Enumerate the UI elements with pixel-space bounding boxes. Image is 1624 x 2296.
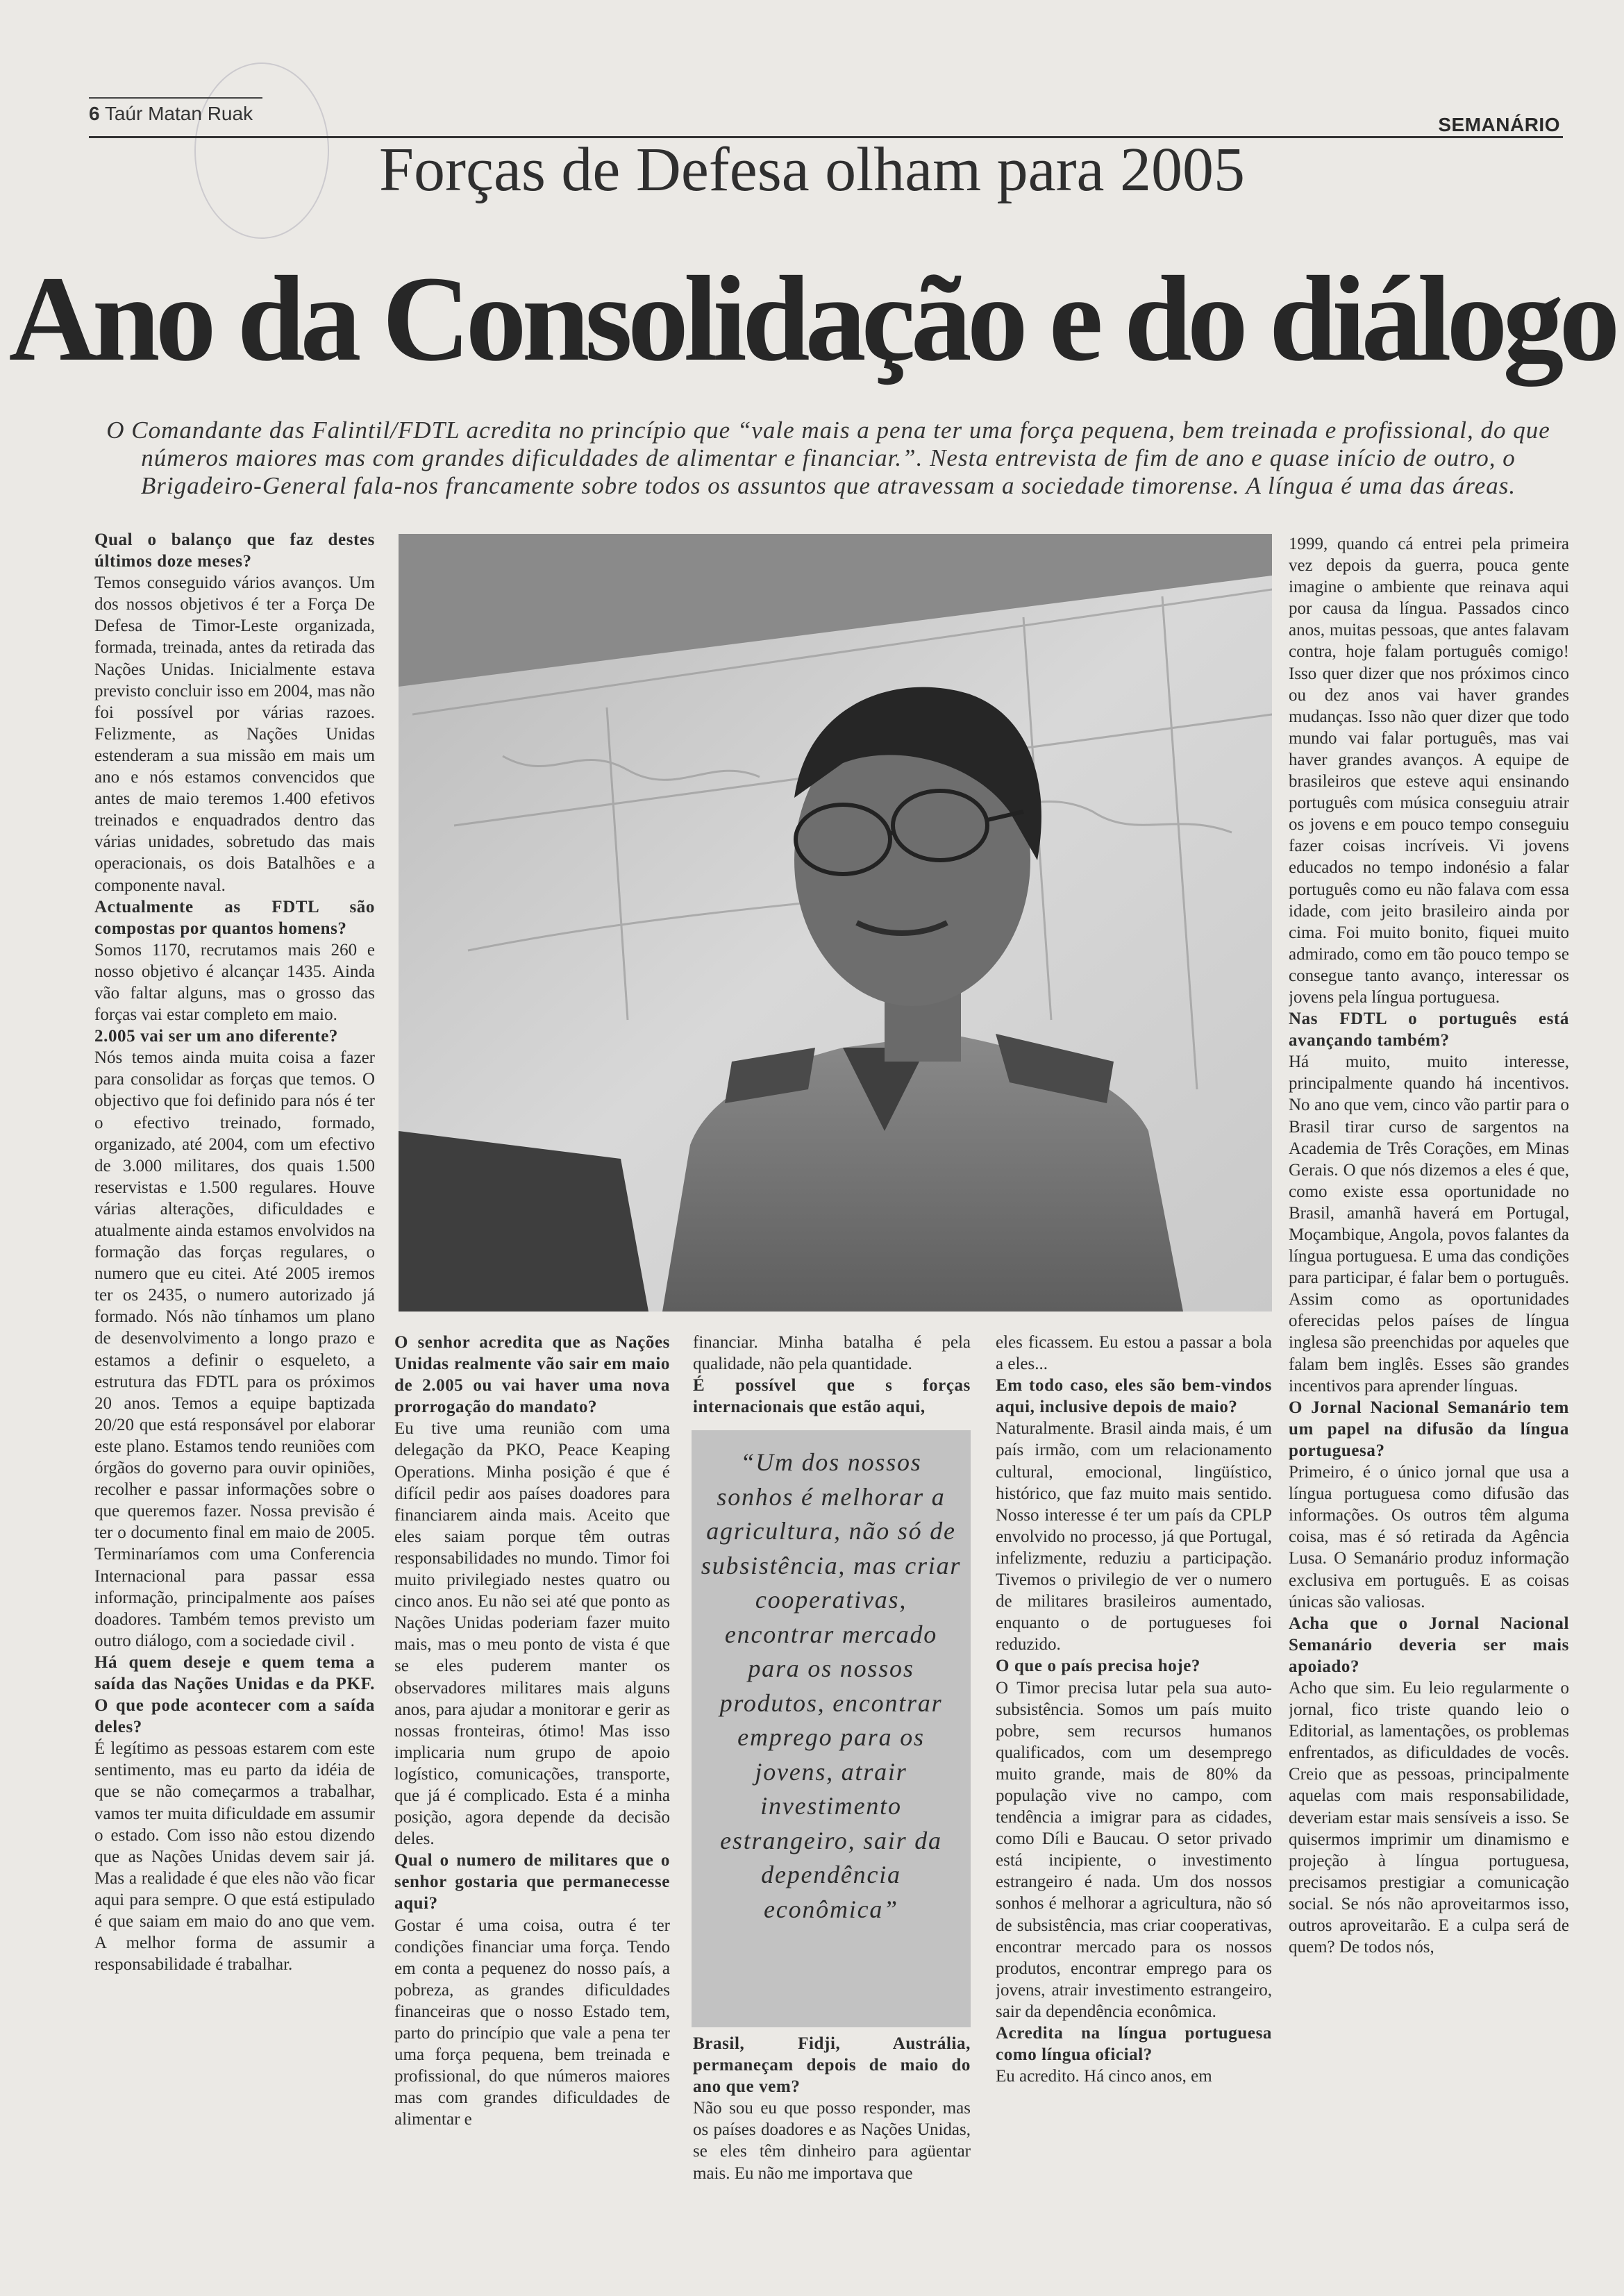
interview-question: Há quem deseje e quem tema a saída das Nações Unidas e da PKF. O que pode acontecer com a saída deles? <box>94 1652 375 1737</box>
interview-answer: 1999, quando cá entrei pela primeira vez depois da guerra, pouca gente imagine o ambiente que reinava aqui por causa da língua. Passados cinco anos, muitas pessoas, que antes falavam contra, hoje falam português comigo! Isso quer dizer que nos próximos cinco ou dez anos vai haver grandes mudanças. Isso não quer dizer que todo mundo vai falar português, mas vai haver grandes avanços. A equipe de brasileiros que esteve aqui ensinando português com música conseguiu atrair os jovens e em pouco tempo conseguiu fazer coisas incríveis. Vi jovens educados no tempo indonésio a falar português como eu não falava com essa idade, com jeito brasileiro ainda por cima. Foi muito bonito, fiquei muito admirado, como em tão pouco tempo se consegue tanto avanço, interessar os jovens pela língua portuguesa. <box>1289 535 1569 1007</box>
article-column-1 <box>94 529 375 2258</box>
interview-answer: Não sou eu que posso responder, mas os países doadores e as Nações Unidas, se eles têm dinheiro para agüentar mais. Eu não me importava que <box>693 2099 971 2183</box>
interview-answer: financiar. Minha batalha é pela qualidade, não pela quantidade. <box>693 1333 971 1374</box>
interview-question: O senhor acredita que as Nações Unidas realmente vão sair em maio de 2.005 ou vai haver uma nova prorrogação do mandato? <box>394 1333 670 1417</box>
interview-answer: O Timor precisa lutar pela sua auto-subsistência. Somos um país muito pobre, sem recursos humanos qualificados, com um desemprego muito grande, mais de 80% da população vive no campo, com tendência a imigrar para as cidades, como Díli e Baucau. O setor privado está incipiente, o investimento estrangeiro é nada. Um dos nossos sonhos é melhorar a agricultura, não só de subsistência, mas criar cooperativas, encontrar mercado para os nossos produtos, encontrar emprego para os jovens, atrair investimento estrangeiro, sair da dependência econômica. <box>996 1678 1272 2021</box>
interview-question: É possível que s forças internacionais que estão aqui, <box>693 1376 971 1417</box>
interview-answer: Naturalmente. Brasil ainda mais, é um país irmão, com um relacionamento cultural, emocional, lingüístico, histórico, que faz muito mais sentido. Nosso interesse é ter um país da CPLP envolvido no processo, já que Portugal, infelizmente, reduziu a participação. Tivemos o privilegio de ver o numero de militares brasileiros aumentado, enquanto o de portugueses foi reduzido. <box>996 1419 1272 1654</box>
article-column-5 <box>1289 533 1569 2213</box>
interview-question: Qual o numero de militares que o senhor gostaria que permanecesse aqui? <box>394 1851 670 1913</box>
interview-question: 2.005 vai ser um ano diferente? <box>94 1027 338 1046</box>
main-headline: Ano da Consolidação e do diálogo <box>8 251 1616 387</box>
column-3-bottom <box>693 2033 971 2184</box>
interview-question: Qual o balanço que faz destes últimos doze meses? <box>94 530 375 571</box>
article-column-4 <box>996 1332 1272 2209</box>
lede-paragraph: O Comandante das Falintil/FDTL acredita no princípio que “vale mais a pena ter uma força pequena, bem treinada e profissional, do que números maiores mas com grandes dificuldades de alimentar e financiar.”. Nesta entrevista de fim de ano e quase início de outro, o Brigadeiro-General fala-nos francamente sobre todos os assuntos que atravessam a sociedade timorense. A língua é uma das áreas. <box>106 417 1550 499</box>
pull-quote-box <box>692 1430 971 2027</box>
interview-question: Acredita na língua portuguesa como língua oficial? <box>996 2024 1272 2065</box>
interview-answer: Gostar é uma coisa, outra é ter condições financiar uma força. Tendo em conta a pequenez do nosso país, a pobreza, as grandes dificuldades financeiras que o nosso Estado tem, parto do princípio que vale a pena ter uma força pequena, bem treinada e profissional, do que números maiores mas com grandes dificuldades de alimentar e <box>394 1916 670 2129</box>
interview-question: Em todo caso, eles são bem-vindos aqui, inclusive depois de maio? <box>996 1376 1272 1417</box>
interview-question: O Jornal Nacional Semanário tem um papel na difusão da língua portuguesa? <box>1289 1398 1569 1460</box>
portrait-photo <box>399 534 1272 1312</box>
article-column-2 <box>394 1332 670 2209</box>
page-number: 6 <box>89 103 100 124</box>
interview-answer: Primeiro, é o único jornal que usa a língua portuguesa como difusão das informações. Os outros têm alguma coisa, mas é só retirada da Agência Lusa. O Semanário produz informação exclusiva em português. E as coisas únicas são valiosas. <box>1289 1463 1569 1611</box>
interview-question: Actualmente as FDTL são compostas por quantos homens? <box>94 897 375 938</box>
interview-question: Acha que o Jornal Nacional Semanário deveria ser mais apoiado? <box>1289 1614 1569 1676</box>
interview-question: O que o país precisa hoje? <box>996 1657 1201 1676</box>
interview-answer: Acho que sim. Eu leio regularmente o jornal, fico triste quando leio o Editorial, as lamentações, os problemas enfrentados, as dificuldades de vocês. Creio que as pessoas, principalmente aquelas com mais responsabilidade, deveriam estar mais sensíveis a isso. Se quisermos imprimir um dinamismo e projeção à língua portuguesa, precisamos prestigiar a comunicação social. Se nós não aproveitarmos isso, outros aproveitarão. E a culpa será de quem? De todos nós, <box>1289 1678 1569 1957</box>
page-header-left <box>89 103 253 125</box>
interview-answer: Nós temos ainda muita coisa a fazer para consolidar as forças que temos. O objectivo que foi definido para nós é ter o efectivo treinado, formado, organizado, até 2004, com um efectivo de 3.000 militares, dos quais 1.500 reservistas e 1.500 regulares. Houve várias alterações, dificuldades e atualmente ainda estamos envolvidos na formação das forças regulares, o numero que eu citei. Até 2005 iremos ter os 2435, o numero autorizado já formado. Nós não tínhamos um plano de desenvolvimento a longo prazo e estamos a definir o esqueleto, a estrutura das FDTL para os próximos 20 anos. Temos a equipe baptizada 20/20 que está responsável por elaborar este plano. Estamos tendo reuniões com órgãos do governo para ouvir opiniões, recolher e passar informações sobre o que queremos fazer. Nossa previsão é ter o documento final em maio de 2005. Terminaríamos com uma Conferencia Internacional para passar essa informação, principalmente aos países doadores. Também temos previsto um outro diálogo, com a sociedade civil . <box>94 1048 375 1650</box>
interview-answer: eles ficassem. Eu estou a passar a bola a eles... <box>996 1333 1272 1374</box>
interview-answer: Temos conseguido vários avanços. Um dos nossos objetivos é ter a Força De Defesa de Timor-Leste organizada, formada, treinada, antes da retirada das Nações Unidas. Inicialmente estava previsto concluir isso em 2004, mas não foi possível por várias razoes. Felizmente, as Nações Unidas estenderam a sua missão em mais um ano e nós estamos convencidos que antes de maio teremos 1.400 efetivos treinados e enquadrados dentro das várias unidades, sobretudo das mais operacionais, os dois Batalhões e a componente naval. <box>94 573 375 895</box>
interview-answer: É legítimo as pessoas estarem com este sentimento, mas eu parto da idéia de que se não começarmos a trabalhar, vamos ter muita dificuldade em assumir o estado. Com isso não estou dizendo que as Nações Unidas devem sair já. Mas a realidade é que eles não vão ficar aqui para sempre. O que está estipulado é que saiam em maio do ano que vem. A melhor forma de assumir a responsabilidade é trabalhar. <box>94 1739 375 1975</box>
interview-answer: Eu tive uma reunião com uma delegação da PKO, Peace Keaping Operations. Minha posição é que é difícil pedir aos países doadores para financiarem ainda mais. Aceito que eles saiam porque têm outras responsabilidades no mundo. Timor foi muito privilegiado nestes quatro ou cinco anos. Eu não sei até que ponto as Nações Unidas poderiam fazer muito mais, mas o meu ponto de vista é que se eles puderem manter os observadores militares mais alguns anos, para ajudar a monitorar e gerir as nossas fronteiras, ótimo! Mas isso implicaria num grupo de apoio logístico, comunicações, transporte, que já é complicado. Esta é a minha posição, agora depende da decisão deles. <box>394 1419 670 1849</box>
interview-answer: Somos 1170, recrutamos mais 260 e nosso objetivo é alcançar 1435. Ainda vão faltar alguns, mas o grosso das forças vai estar completo em maio. <box>94 940 375 1025</box>
interview-question: Nas FDTL o português está avançando também? <box>1289 1009 1569 1050</box>
publication-name: SEMANÁRIO <box>1438 114 1560 135</box>
section-name: Taúr Matan Ruak <box>104 103 253 124</box>
interview-answer: Há muito, muito interesse, principalmente quando há incentivos. No ano que vem, cinco vão partir para o Brasil tirar curso de sargentos na Academia de Três Corações, em Minas Gerais. O que nós dizemos a eles é que, como existe essa oportunidade no Brasil, amanhã haverá em Portugal, Moçambique, Angola, povos falantes da língua portuguesa. E uma das condições para participar, é falar bem o português. Assim como as oportunidades oferecidas pelos países de língua inglesa são preenchidas por aqueles que falam bem inglês. Esses são grandes incentivos para aprender línguas. <box>1289 1053 1569 1396</box>
kicker-headline: Forças de Defesa olham para 2005 <box>378 135 1246 204</box>
header-short-rule <box>89 97 262 99</box>
interview-answer: Eu acredito. Há cinco anos, em <box>996 2067 1212 2086</box>
interview-question: Brasil, Fidji, Austrália, permaneçam depois de maio do ano que vem? <box>693 2034 971 2097</box>
pull-quote-text: “Um dos nossos sonhos é melhorar a agricultura, não só de subsistência, mas criar cooperativas, encontrar mercado para os nossos produtos, encontrar emprego para os jovens, atrair investimento estrangeiro, sair da dependência econômica” <box>701 1448 962 1923</box>
column-3-top <box>693 1332 971 1416</box>
